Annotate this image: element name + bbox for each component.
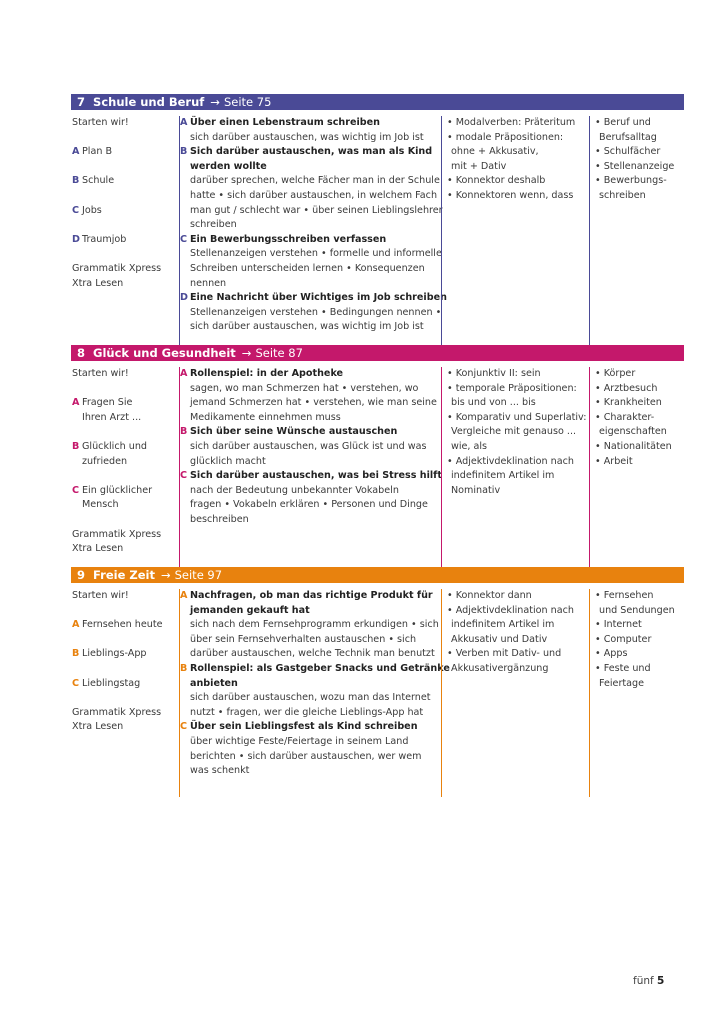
lesson-content-line xyxy=(180,145,440,160)
lesson-nav-text: Traumjob xyxy=(82,233,127,245)
lesson-content-line xyxy=(180,706,440,721)
spacer xyxy=(71,469,175,484)
grammar-text: ohne + Akkusativ, xyxy=(451,146,539,158)
lesson-content-text: Stellenanzeigen verstehen • Bedingungen nennen • xyxy=(190,306,442,318)
grammar-text: • Verben mit Dativ- und xyxy=(447,648,562,660)
lesson-nav-line xyxy=(71,589,175,604)
lesson-content-line xyxy=(180,484,440,499)
vocabulary-line xyxy=(590,160,685,175)
lesson-content-line xyxy=(180,382,440,397)
lesson-nav-line xyxy=(71,174,175,189)
spacer xyxy=(71,691,175,706)
lesson-content-text: Medikamente einnehmen muss xyxy=(190,411,341,423)
lesson-content-line xyxy=(180,189,440,204)
lesson-nav-line xyxy=(71,528,175,543)
lesson-nav-text: Fragen Sie xyxy=(82,397,133,409)
vocabulary-text: Feiertage xyxy=(599,677,645,689)
grammar-text: • Konnektoren wenn, dass xyxy=(447,189,574,201)
spacer xyxy=(71,189,175,204)
lesson-content-line xyxy=(180,425,440,440)
vocabulary-text: • Arbeit xyxy=(595,455,633,467)
grammar-line xyxy=(442,633,588,648)
lesson-content-text: schreiben xyxy=(190,219,237,231)
grammar-line xyxy=(442,396,588,411)
grammar-text: • Konnektor dann xyxy=(447,590,532,601)
lesson-nav-line xyxy=(71,367,175,382)
lesson-nav-text: Xtra Lesen xyxy=(72,277,124,289)
lesson-content-line xyxy=(180,440,440,455)
lesson-nav-line xyxy=(71,720,175,735)
lesson-content-line xyxy=(180,691,440,706)
lesson-letter: B xyxy=(72,648,80,660)
lesson-nav-line xyxy=(71,396,175,411)
lesson-content-line xyxy=(180,647,440,662)
lesson-letter: B xyxy=(72,175,80,187)
lesson-content-text: über wichtige Feste/Feiertage in seinem Land xyxy=(190,735,409,747)
lesson-content-text: beschreiben xyxy=(190,513,249,525)
grammar-text: bis und von ... bis xyxy=(451,397,536,409)
lesson-nav-line xyxy=(71,145,175,160)
lesson-content-line xyxy=(180,160,440,175)
lesson-letter: B xyxy=(72,440,80,452)
vocabulary-text: • Apps xyxy=(595,648,628,660)
grammar-line xyxy=(442,367,588,382)
lesson-heading: Sich über seine Wünsche austauschen xyxy=(190,426,398,438)
lesson-nav-line xyxy=(71,677,175,692)
lesson-nav-line xyxy=(71,618,175,633)
vocabulary-text: • Internet xyxy=(595,619,642,631)
lesson-letter: C xyxy=(180,470,188,482)
grammar-line xyxy=(442,589,588,604)
vocabulary-text: Berufsalltag xyxy=(599,131,657,143)
vocabulary-line xyxy=(590,677,685,692)
grammar-text: • Komparativ und Superlativ: xyxy=(447,411,587,423)
unit-title-text: Glück und Gesundheit xyxy=(93,346,236,360)
grammar-line xyxy=(442,662,588,677)
lesson-content-line xyxy=(180,262,440,277)
lesson-nav-line xyxy=(71,440,175,455)
spacer xyxy=(71,425,175,440)
vocabulary-line xyxy=(590,662,685,677)
spacer xyxy=(71,633,175,648)
vocabulary-text: • Stellenanzeige xyxy=(595,160,675,172)
lesson-content-line xyxy=(180,306,440,321)
lesson-heading: Über sein Lieblingsfest als Kind schreiben xyxy=(190,721,418,733)
grammar-text: • Konnektor deshalb xyxy=(447,175,546,187)
lesson-content-line xyxy=(180,320,440,335)
grammar-text: • modale Präpositionen: xyxy=(447,131,564,143)
lesson-heading: Sich darüber austauschen, was bei Stress hilft xyxy=(190,470,442,482)
lesson-content-text: sich darüber austauschen, was Glück ist und was xyxy=(190,440,427,452)
vocabulary-line xyxy=(590,116,685,131)
vocabulary xyxy=(589,367,685,567)
lesson-nav-text: Xtra Lesen xyxy=(72,721,124,733)
spacer xyxy=(71,604,175,619)
lesson-nav xyxy=(71,116,175,349)
vocabulary-line xyxy=(590,589,685,604)
vocabulary-line xyxy=(590,411,685,426)
grammar-line xyxy=(442,116,588,131)
grammar-line xyxy=(442,647,588,662)
grammar-text: indefinitem Artikel im xyxy=(451,470,555,482)
unit-number: 9 xyxy=(77,568,86,582)
lesson-content-line xyxy=(180,513,440,528)
lesson-nav-text: zufrieden xyxy=(82,455,128,467)
lesson-nav-text: Schule xyxy=(82,175,115,187)
spacer xyxy=(71,247,175,262)
vocabulary-text: eigenschaften xyxy=(599,426,667,438)
lesson-heading: jemanden gekauft hat xyxy=(190,604,310,616)
lesson-nav-text: Jobs xyxy=(82,204,102,216)
lesson-letter: A xyxy=(180,590,188,601)
unit-number: 7 xyxy=(77,95,86,109)
lesson-nav-line xyxy=(71,706,175,721)
lesson-heading: Über einen Lebenstraum schreiben xyxy=(190,117,380,128)
lesson-nav-text: Xtra Lesen xyxy=(72,543,124,555)
lesson-content-line xyxy=(180,291,447,306)
grammar-text: • Modalverben: Präteritum xyxy=(447,117,576,128)
lesson-nav-line xyxy=(71,542,175,557)
lesson-content-text: sich nach dem Fernsehprogramm erkundigen • sich xyxy=(190,619,439,631)
vocabulary-text: • Krankheiten xyxy=(595,397,662,409)
grammar-line xyxy=(442,604,588,619)
lesson-content-line xyxy=(180,455,440,470)
unit-header xyxy=(71,94,684,110)
lesson-nav-text: Fernsehen heute xyxy=(82,619,163,631)
lesson-letter: B xyxy=(180,662,188,674)
lesson-content-text: fragen • Vokabeln erklären • Personen und Dinge xyxy=(190,499,428,511)
lesson-content-text: darüber austauschen, welche Technik man benutzt xyxy=(190,648,435,660)
grammar-line xyxy=(442,131,588,146)
lesson-content-text: was schenkt xyxy=(190,765,250,777)
vocabulary-text: und Sendungen xyxy=(599,604,675,616)
unit-8 xyxy=(71,345,684,567)
lesson-nav-line xyxy=(71,455,175,470)
lesson-letter: A xyxy=(72,619,80,631)
grammar-line xyxy=(442,174,588,189)
lesson-nav-line xyxy=(71,277,175,292)
lesson-content-line xyxy=(180,277,440,292)
lesson-content-line xyxy=(180,633,440,648)
spacer xyxy=(71,662,175,677)
vocabulary-text: • Arztbesuch xyxy=(595,382,658,394)
lesson-nav-text: Lieblings-App xyxy=(82,648,147,660)
grammar-line xyxy=(442,618,588,633)
lesson-nav-line xyxy=(71,647,175,662)
unit-title xyxy=(77,95,204,109)
lesson-heading: Sich darüber austauschen, was man als Kind xyxy=(190,146,433,158)
vocabulary-line xyxy=(590,440,685,455)
grammar xyxy=(441,589,588,797)
vocabulary-line xyxy=(590,633,685,648)
page-number xyxy=(633,975,664,987)
lesson-nav-text: Grammatik Xpress xyxy=(72,262,162,274)
unit-page-link[interactable]: Seite 87 xyxy=(255,346,303,360)
lesson-letter: B xyxy=(180,146,188,158)
lesson-nav-line xyxy=(71,484,175,499)
unit-header xyxy=(71,567,684,583)
lesson-content-text: glücklich macht xyxy=(190,455,266,467)
lesson-content-line xyxy=(180,735,440,750)
grammar-line xyxy=(442,425,588,440)
lesson-content-text: über sein Fernsehverhalten austauschen • sich xyxy=(190,633,417,645)
spacer xyxy=(71,218,175,233)
lesson-letter: B xyxy=(180,426,188,438)
lesson-content-text: jemand Schmerzen hat • verstehen, wie man seine xyxy=(190,397,437,409)
lesson-heading: Eine Nachricht über Wichtiges im Job schreiben xyxy=(190,292,447,304)
grammar-text: Vergleiche mit genauso ... xyxy=(451,426,577,438)
spacer xyxy=(71,131,175,146)
unit-page-link[interactable]: Seite 75 xyxy=(223,95,272,109)
lesson-nav-text: Glücklich und xyxy=(82,440,147,452)
unit-body xyxy=(71,116,684,349)
lesson-content-text: Stellenanzeigen verstehen • formelle und informelle xyxy=(190,248,442,260)
lesson-nav-text: Ihren Arzt ... xyxy=(82,411,142,423)
grammar-line xyxy=(442,484,588,499)
grammar-text: Akkusativ und Dativ xyxy=(451,633,548,645)
lesson-nav-line xyxy=(71,411,175,426)
lesson-nav xyxy=(71,589,175,797)
lesson-nav-line xyxy=(71,116,175,131)
arrow-icon: → xyxy=(241,346,252,360)
vocabulary-text: • Bewerbungs- xyxy=(595,175,667,187)
lesson-content-line xyxy=(180,131,440,146)
lesson-heading: Rollenspiel: in der Apotheke xyxy=(190,368,344,379)
grammar-line xyxy=(442,145,588,160)
lesson-nav-text: Starten wir! xyxy=(72,117,129,128)
arrow-icon: → xyxy=(160,568,171,582)
vocabulary-text: • Charakter- xyxy=(595,411,655,423)
lesson-content-line xyxy=(180,233,440,248)
vocabulary-text: • Beruf und xyxy=(595,117,651,128)
vocabulary-line xyxy=(590,189,685,204)
lesson-letter: A xyxy=(72,146,80,158)
unit-body xyxy=(71,589,684,797)
lesson-content xyxy=(179,116,447,349)
lesson-nav-text: Lieblingstag xyxy=(82,677,141,689)
vocabulary-text: • Feste und xyxy=(595,662,651,674)
lesson-nav-line xyxy=(71,204,175,219)
grammar-text: wie, als xyxy=(451,440,488,452)
lesson-content-text: nennen xyxy=(190,277,227,289)
lesson-nav-text: Starten wir! xyxy=(72,368,129,379)
grammar-line xyxy=(442,411,588,426)
unit-title-text: Freie Zeit xyxy=(93,568,155,582)
lesson-content-line xyxy=(180,720,440,735)
lesson-content-line xyxy=(180,662,450,677)
lesson-content-line xyxy=(180,411,440,426)
vocabulary-text: • Computer xyxy=(595,633,652,645)
lesson-nav-line xyxy=(71,233,175,248)
grammar-text: • Adjektivdeklination nach xyxy=(447,604,574,616)
lesson-content-line xyxy=(180,677,440,692)
spacer xyxy=(71,382,175,397)
unit-title-text: Schule und Beruf xyxy=(93,95,205,109)
lesson-nav-text: Grammatik Xpress xyxy=(72,528,162,540)
lesson-content-text: berichten • sich darüber austauschen, wer wem xyxy=(190,750,422,762)
grammar-line xyxy=(442,440,588,455)
lesson-content-line xyxy=(180,247,440,262)
lesson-content-text: Schreiben unterscheiden lernen • Konsequenzen xyxy=(190,262,425,274)
lesson-content xyxy=(179,589,450,797)
grammar-text: Nominativ xyxy=(451,484,501,496)
lesson-letter: A xyxy=(72,397,80,409)
lesson-letter: C xyxy=(72,204,80,216)
grammar-line xyxy=(442,160,588,175)
arrow-icon: → xyxy=(210,95,220,109)
lesson-content-line xyxy=(180,750,440,765)
lesson-content-line xyxy=(180,218,440,233)
grammar-line xyxy=(442,382,588,397)
grammar xyxy=(441,367,588,567)
lesson-nav-text: Mensch xyxy=(82,499,119,511)
lesson-nav-text: Plan B xyxy=(82,146,113,158)
lesson-letter: D xyxy=(72,233,80,245)
vocabulary-text: • Schulfächer xyxy=(595,146,661,158)
grammar-line xyxy=(442,455,588,470)
grammar-text: mit + Dativ xyxy=(451,160,507,172)
lesson-nav-line xyxy=(71,498,175,513)
lesson-content-line xyxy=(180,604,440,619)
lesson-letter: D xyxy=(180,292,188,304)
lesson-heading: Ein Bewerbungsschreiben verfassen xyxy=(190,233,387,245)
vocabulary-line xyxy=(590,145,685,160)
lesson-content xyxy=(179,367,440,567)
unit-title xyxy=(77,568,155,582)
lesson-content-line xyxy=(180,204,443,219)
lesson-content-text: nach der Bedeutung unbekannter Vokabeln xyxy=(190,484,399,496)
lesson-content-text: darüber sprechen, welche Fächer man in der Schule xyxy=(190,175,440,187)
grammar-text: indefinitem Artikel im xyxy=(451,619,555,631)
vocabulary xyxy=(589,589,685,797)
unit-9 xyxy=(71,567,684,797)
lesson-content-text: man gut / schlecht war • über seinen Lieblingslehrer xyxy=(190,204,443,216)
vocabulary-line xyxy=(590,425,685,440)
lesson-content-line xyxy=(180,396,440,411)
lesson-content-text: sich darüber austauschen, wozu man das Internet xyxy=(190,692,431,704)
vocabulary-text: schreiben xyxy=(599,189,646,201)
lesson-heading: anbieten xyxy=(190,677,238,689)
vocabulary-line xyxy=(590,604,685,619)
grammar xyxy=(441,116,588,349)
lesson-content-line xyxy=(180,116,440,131)
unit-header xyxy=(71,345,684,361)
lesson-letter: A xyxy=(180,368,188,379)
lesson-heading: werden wollte xyxy=(190,160,267,172)
lesson-letter: C xyxy=(180,233,188,245)
spacer xyxy=(71,513,175,528)
vocabulary-text: • Körper xyxy=(595,368,636,379)
unit-7 xyxy=(71,94,684,349)
lesson-content-line xyxy=(180,367,440,382)
lesson-nav xyxy=(71,367,175,567)
lesson-nav-text: Ein glücklicher xyxy=(82,484,153,496)
vocabulary-text: • Fernsehen xyxy=(595,590,654,601)
unit-number: 8 xyxy=(77,346,86,360)
vocabulary-line xyxy=(590,647,685,662)
lesson-content-line xyxy=(180,174,440,189)
vocabulary-line xyxy=(590,455,685,470)
lesson-content-line xyxy=(180,469,440,484)
lesson-content-text: sagen, wo man Schmerzen hat • verstehen, wo xyxy=(190,382,419,394)
grammar-text: • temporale Präpositionen: xyxy=(447,382,577,394)
page-number-word: fünf xyxy=(633,975,654,987)
lesson-content-text: nutzt • fragen, wer die gleiche Lieblings-App hat xyxy=(190,706,424,718)
vocabulary-line xyxy=(590,131,685,146)
unit-body xyxy=(71,367,684,567)
lesson-content-text: sich darüber austauschen, was wichtig im Job ist xyxy=(190,321,424,333)
lesson-nav-text: Starten wir! xyxy=(72,590,129,601)
vocabulary-line xyxy=(590,367,685,382)
spacer xyxy=(71,160,175,175)
vocabulary-line xyxy=(590,382,685,397)
lesson-content-line xyxy=(180,764,440,779)
lesson-content-line xyxy=(180,618,440,633)
vocabulary-line xyxy=(590,174,685,189)
lesson-heading: Rollenspiel: als Gastgeber Snacks und Getränke xyxy=(190,662,450,674)
vocabulary-line xyxy=(590,396,685,411)
lesson-content-text: hatte • sich darüber austauschen, in welchem Fach xyxy=(190,189,438,201)
lesson-letter: C xyxy=(72,677,80,689)
lesson-letter: C xyxy=(180,721,188,733)
unit-page-link[interactable]: Seite 97 xyxy=(174,568,223,582)
grammar-text: • Konjunktiv II: sein xyxy=(447,368,541,379)
lesson-content-line xyxy=(180,589,440,604)
unit-title xyxy=(77,346,236,360)
grammar-text: • Adjektivdeklination nach xyxy=(447,455,574,467)
grammar-line xyxy=(442,469,588,484)
grammar-line xyxy=(442,189,588,204)
lesson-heading: Nachfragen, ob man das richtige Produkt für xyxy=(190,590,433,601)
vocabulary-line xyxy=(590,618,685,633)
vocabulary-text: • Nationalitäten xyxy=(595,440,672,452)
page-number-digit: 5 xyxy=(657,975,665,987)
lesson-nav-line xyxy=(71,262,175,277)
lesson-letter: A xyxy=(180,117,188,128)
vocabulary xyxy=(589,116,685,349)
lesson-content-text: sich darüber austauschen, was wichtig im Job ist xyxy=(190,131,424,143)
lesson-nav-text: Grammatik Xpress xyxy=(72,706,162,718)
lesson-letter: C xyxy=(72,484,80,496)
grammar-text: Akkusativergänzung xyxy=(451,662,549,674)
lesson-content-line xyxy=(180,498,440,513)
